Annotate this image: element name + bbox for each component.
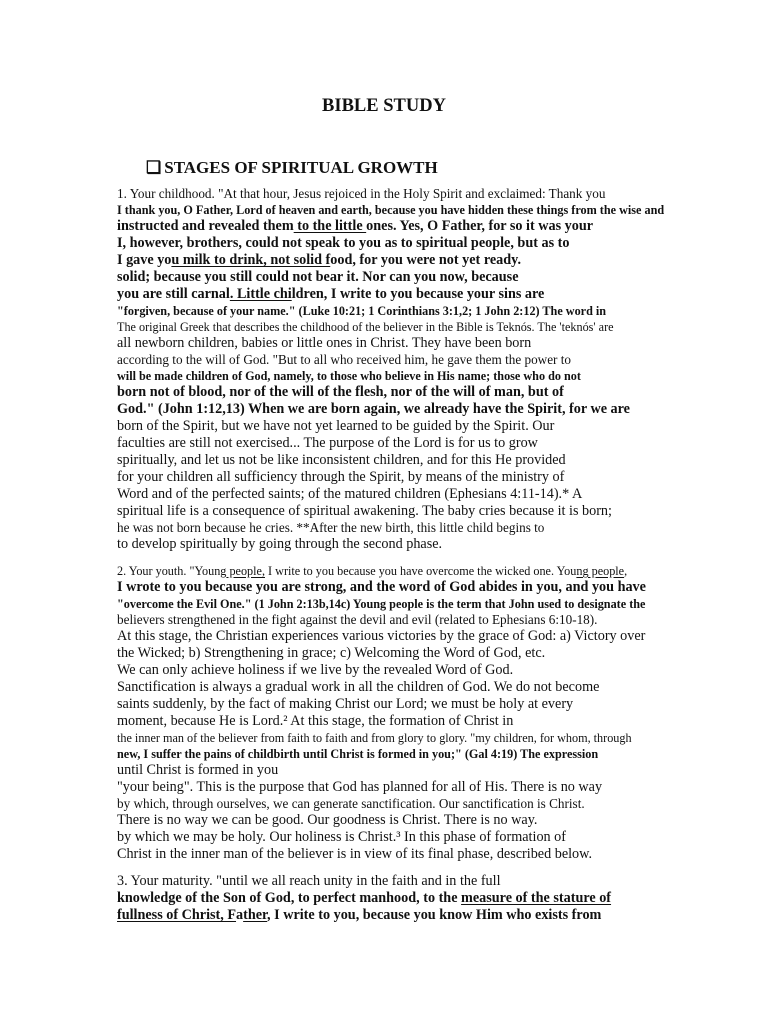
text-line <box>117 579 687 596</box>
text-segment: the inner man of the believer from faith to faith and from glory to glory. "my children, for whom, through <box>117 731 632 745</box>
text-segment: born of the Spirit, but we have not yet learned to be guided by the Spirit. Our <box>117 418 555 434</box>
text-segment: spiritual life is a consequence of spiritual awakening. The baby cries because it is born; <box>117 503 612 519</box>
text-line <box>117 286 687 303</box>
text-segment: by which, through ourselves, we can generate sanctification. Our sanctification is Christ. <box>117 796 585 811</box>
text-line <box>117 503 687 520</box>
text-line <box>117 269 687 286</box>
paragraph-gap <box>117 863 687 873</box>
text-line <box>117 907 687 924</box>
section-heading-text: STAGES OF SPIRITUAL GROWTH <box>164 158 438 177</box>
text-segment: a <box>236 907 244 923</box>
text-segment: he was not born because he cries. **After the new birth, this little child begins to <box>117 520 545 535</box>
text-segment: There is no way we can be good. Our goodness is Christ. There is no way. <box>117 812 538 828</box>
text-segment: "your being". This is the purpose that God has planned for all of His. There is no way <box>117 779 603 795</box>
text-line <box>117 890 687 907</box>
paragraph-gap <box>117 553 687 563</box>
text-segment: you are still carnal <box>117 286 230 302</box>
text-segment: 3. Your maturity. "until we all reach unity in the faith and in the full <box>117 873 501 889</box>
text-line <box>117 202 687 218</box>
text-segment: for your children all sufficiency through the Spirit, by means of the ministry of <box>117 469 565 485</box>
text-line <box>117 645 687 662</box>
text-segment: by which we may be holy. Our holiness is Christ.³ In this phase of formation of <box>117 829 566 845</box>
text-line <box>117 401 687 418</box>
text-segment: new, I suffer the pains of childbirth until Christ is formed in you;" (Gal 4:19) The expression <box>117 747 599 761</box>
text-line <box>117 486 687 503</box>
text-line <box>117 469 687 486</box>
text-line <box>117 779 687 796</box>
underlined-text: ng people <box>576 564 625 578</box>
text-line <box>117 435 687 452</box>
text-segment: will be made children of God, namely, to those who believe in His name; those who do not <box>117 369 581 383</box>
text-segment: saints suddenly, by the fact of making Christ our Lord; we must be holy at every <box>117 696 574 712</box>
text-line <box>117 235 687 252</box>
text-line <box>117 335 687 352</box>
underlined-text: fullness of Christ, F <box>117 907 237 923</box>
text-segment: instructed and revealed them <box>117 218 294 234</box>
text-segment: all newborn children, babies or little ones in Christ. They have been born <box>117 335 532 351</box>
text-line <box>117 186 687 202</box>
text-line <box>117 746 687 762</box>
text-line <box>117 319 687 335</box>
text-line <box>117 368 687 384</box>
text-segment: I gave yo <box>117 252 172 268</box>
text-segment: to develop spiritually by going through the second phase. <box>117 536 443 552</box>
text-segment: 2. Your youth. "Young <box>117 564 227 578</box>
text-line <box>117 796 687 812</box>
text-segment: believers strengthened in the fight against the devil and evil (related to Ephesians 6:10-18). <box>117 612 598 627</box>
text-segment: I, however, brothers, could not speak to you as to spiritual people, but as to <box>117 235 570 251</box>
text-line <box>117 612 687 628</box>
text-line <box>117 846 687 863</box>
text-line <box>117 829 687 846</box>
document-title: BIBLE STUDY <box>322 96 446 116</box>
underlined-text: people, <box>226 564 265 578</box>
text-line <box>117 812 687 829</box>
text-line <box>117 628 687 645</box>
text-segment: according to the will of God. "But to all who received him, he gave them the power to <box>117 352 572 367</box>
text-segment: God." (John 1:12,13) When we are born again, we already have the Spirit, for we are <box>117 401 630 417</box>
text-segment: spiritually, and let us not be like inconsistent children, and for this He provided <box>117 452 566 468</box>
text-segment: born not of blood, nor of the will of the flesh, nor of the will of man, but of <box>117 384 564 400</box>
underlined-text: measure of the stature of <box>461 890 612 906</box>
text-segment: We can only achieve holiness if we live by the revealed Word of God. <box>117 662 514 678</box>
text-line <box>117 662 687 679</box>
text-line <box>117 252 687 269</box>
text-line <box>117 596 687 612</box>
text-segment: solid; because you still could not bear it. Nor can you now, because <box>117 269 519 285</box>
underlined-text: . Little chi <box>229 286 292 302</box>
text-line <box>117 452 687 469</box>
underlined-text: ther <box>243 907 268 923</box>
text-segment: until Christ is formed in you <box>117 762 279 778</box>
text-segment: ones. Yes, O Father, for so it was your <box>366 218 594 234</box>
text-segment: I thank you, O Father, Lord of heaven and earth, because you have hidden these things from the wise and <box>117 203 665 217</box>
text-line <box>117 536 687 553</box>
text-segment: moment, because He is Lord.² At this stage, the formation of Christ in <box>117 713 514 729</box>
document-body <box>117 186 687 924</box>
text-line <box>117 218 687 235</box>
text-segment: knowledge of the Son of God, to perfect manhood, to the <box>117 890 462 906</box>
section-heading <box>146 158 438 178</box>
text-line <box>117 713 687 730</box>
text-line <box>117 418 687 435</box>
text-segment: , <box>624 564 628 578</box>
text-line <box>117 679 687 696</box>
text-line <box>117 303 687 319</box>
text-segment: 1. Your childhood. "At that hour, Jesus rejoiced in the Holy Spirit and exclaimed: Thank you <box>117 186 606 201</box>
text-segment: "forgiven, because of your name." (Luke 10:21; 1 Corinthians 3:1,2; 1 John 2:12) The word in <box>117 304 607 318</box>
text-line <box>117 762 687 779</box>
text-segment: Christ in the inner man of the believer is in view of its final phase, described below. <box>117 846 593 862</box>
text-line <box>117 696 687 713</box>
text-segment: At this stage, the Christian experiences various victories by the grace of God: a) Victory over <box>117 628 646 644</box>
text-segment: ood, for you were not yet ready. <box>330 252 521 268</box>
text-line <box>117 520 687 536</box>
text-segment: faculties are still not exercised... The purpose of the Lord is for us to grow <box>117 435 538 451</box>
text-segment: The original Greek that describes the childhood of the believer in the Bible is Teknós. The 'teknós' are <box>117 320 614 334</box>
checkbox-bullet-icon: ❑ <box>146 158 162 177</box>
text-line <box>117 352 687 368</box>
text-segment: I write to you because you have overcome the wicked one. You <box>265 564 577 578</box>
text-segment: ldren, I write to you because your sins are <box>291 286 545 302</box>
text-segment: "overcome the Evil One." (1 John 2:13b,14c) Young people is the term that John used to designate the <box>117 597 646 611</box>
underlined-text: u milk to drink, not solid f <box>171 252 331 268</box>
underlined-text: to the little <box>293 218 367 234</box>
text-segment: Sanctification is always a gradual work in all the children of God. We do not become <box>117 679 600 695</box>
text-line <box>117 730 687 746</box>
text-segment: the Wicked; b) Strengthening in grace; c) Welcoming the Word of God, etc. <box>117 645 546 661</box>
text-line <box>117 384 687 401</box>
text-line <box>117 563 687 579</box>
text-line <box>117 873 687 890</box>
text-segment: Word and of the perfected saints; of the matured children (Ephesians 4:11-14).* A <box>117 486 583 502</box>
text-segment: , I write to you, because you know Him who exists from <box>267 907 602 923</box>
text-segment: I wrote to you because you are strong, and the word of God abides in you, and you have <box>117 579 646 595</box>
